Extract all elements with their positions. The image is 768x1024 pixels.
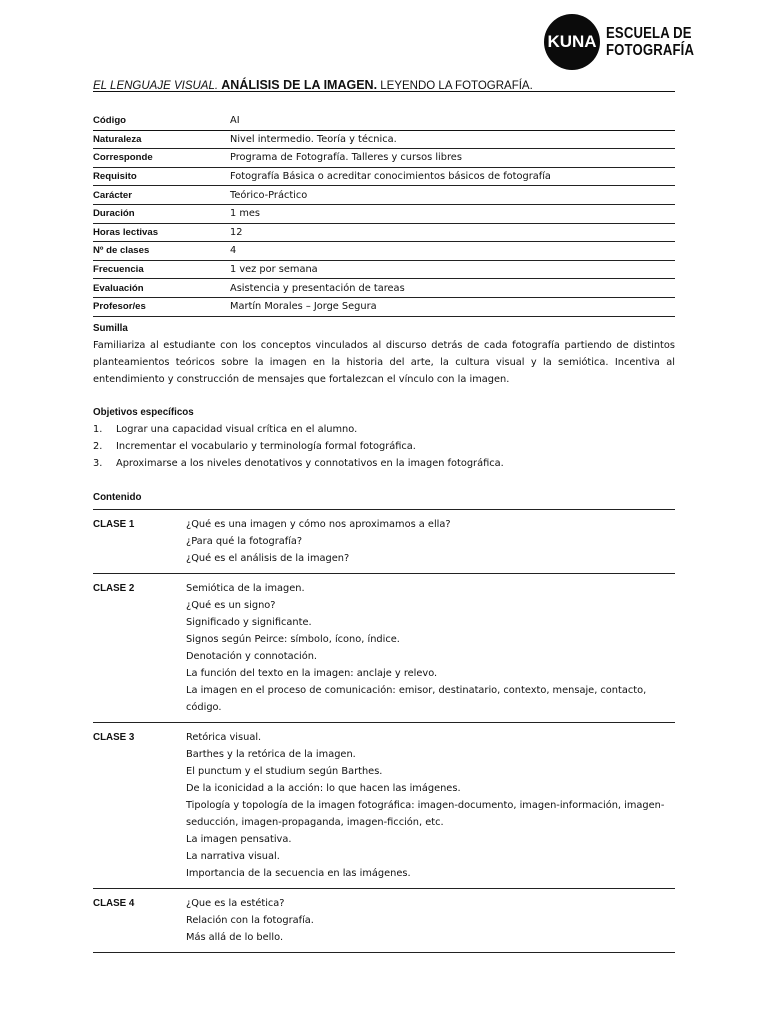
- topic-item: Importancia de la secuencia en las imágenes.: [186, 868, 411, 879]
- info-key: Duración: [93, 204, 230, 223]
- class-topics: [186, 723, 675, 889]
- info-value: Nivel intermedio. Teoría y técnica.: [230, 130, 675, 149]
- info-row: [93, 297, 675, 316]
- info-row: [93, 279, 675, 298]
- logo-text: [606, 25, 694, 59]
- objective-number: 2.: [93, 441, 103, 453]
- class-row: [93, 574, 675, 723]
- topic-item: La función del texto en la imagen: anclaje y relevo.: [186, 668, 438, 679]
- topic-item: Denotación y connotación.: [186, 651, 318, 662]
- info-row: [93, 112, 675, 130]
- title-part-2: ANÁLISIS DE LA IMAGEN.: [221, 78, 378, 92]
- topic-item: Tipología y topología de la imagen fotográfica: imagen-documento, imagen-información, imagen-seducción, imagen-propaganda, imagen-ficción, etc.: [186, 800, 665, 828]
- topic-item: ¿Para qué la fotografía?: [186, 536, 303, 547]
- topic-item: La imagen en el proceso de comunicación: emisor, destinatario, contexto, mensaje, contacto, código.: [186, 685, 647, 713]
- info-value: 12: [230, 223, 675, 242]
- content-table: [93, 509, 675, 953]
- topic-item: La imagen pensativa.: [186, 834, 292, 845]
- info-value: Fotografía Básica o acreditar conocimientos básicos de fotografía: [230, 167, 675, 186]
- topic-item: Más allá de lo bello.: [186, 932, 284, 943]
- info-row: [93, 223, 675, 242]
- objective-item: [93, 438, 675, 455]
- info-row: [93, 130, 675, 149]
- info-value: 4: [230, 242, 675, 261]
- title-part-1: EL LENGUAJE VISUAL.: [93, 80, 219, 92]
- info-row: [93, 149, 675, 168]
- class-row: [93, 889, 675, 953]
- info-key: Nº de clases: [93, 242, 230, 261]
- class-label: CLASE 2: [93, 574, 186, 723]
- header-rule: [93, 91, 675, 92]
- info-row: [93, 186, 675, 205]
- class-label: CLASE 3: [93, 723, 186, 889]
- info-key: Corresponde: [93, 149, 230, 168]
- info-value: 1 mes: [230, 204, 675, 223]
- logo-line-1: ESCUELA DE: [606, 25, 692, 42]
- topic-item: Significado y significante.: [186, 617, 312, 628]
- info-key: Frecuencia: [93, 260, 230, 279]
- title-part-3: LEYENDO LA FOTOGRAFÍA.: [380, 80, 533, 92]
- info-value: Martín Morales – Jorge Segura: [230, 297, 675, 316]
- info-key: Profesor/es: [93, 297, 230, 316]
- sumilla-text: Familiariza al estudiante con los conceptos vinculados al discurso detrás de cada fotografía partiendo de distintos planteamientos teóricos sobre la imagen en la historia del arte, la cultura visual y la semiótica. Incentiva al entendimiento y construcción de mensajes que fortalezcan el vínculo con la imagen.: [93, 340, 675, 386]
- document-title: [93, 78, 675, 92]
- info-row: [93, 204, 675, 223]
- info-row: [93, 167, 675, 186]
- topic-item: Signos según Peirce: símbolo, ícono, índice.: [186, 634, 400, 645]
- objective-number: 1.: [93, 424, 103, 435]
- info-row: [93, 260, 675, 279]
- objective-text: Incrementar el vocabulario y terminología formal fotográfica.: [116, 441, 416, 453]
- info-row: [93, 242, 675, 261]
- sumilla-title: Sumilla: [93, 323, 128, 334]
- objective-text: Lograr una capacidad visual crítica en el alumno.: [116, 424, 358, 435]
- objective-item: [93, 421, 675, 438]
- info-value: Programa de Fotografía. Talleres y cursos libres: [230, 149, 675, 168]
- topic-item: ¿Qué es un signo?: [186, 600, 276, 611]
- class-label: CLASE 4: [93, 889, 186, 953]
- info-value: AI: [230, 112, 675, 130]
- info-key: Código: [93, 112, 230, 130]
- class-row: [93, 723, 675, 889]
- topic-item: De la iconicidad a la acción: lo que hacen las imágenes.: [186, 783, 461, 794]
- logo-line-2: FOTOGRAFÍA: [606, 42, 695, 59]
- topic-item: Relación con la fotografía.: [186, 915, 314, 926]
- class-label: CLASE 1: [93, 510, 186, 574]
- class-topics: [186, 889, 675, 953]
- info-key: Naturaleza: [93, 130, 230, 149]
- class-topics: [186, 574, 675, 723]
- topic-item: Barthes y la retórica de la imagen.: [186, 749, 356, 760]
- class-topics: [186, 510, 675, 574]
- info-key: Carácter: [93, 186, 230, 205]
- logo-circle: KUNA: [544, 14, 600, 70]
- info-key: Evaluación: [93, 279, 230, 298]
- course-info-table: [93, 112, 675, 317]
- school-logo: [544, 15, 713, 69]
- objectives-title: Objetivos específicos: [93, 407, 194, 418]
- info-value: 1 vez por semana: [230, 260, 675, 279]
- topic-item: El punctum y el studium según Barthes.: [186, 766, 383, 777]
- info-key: Requisito: [93, 167, 230, 186]
- topic-item: ¿Qué es el análisis de la imagen?: [186, 553, 350, 564]
- topic-item: ¿Qué es una imagen y cómo nos aproximamos a ella?: [186, 519, 451, 530]
- objectives-list: [93, 421, 675, 473]
- info-value: Asistencia y presentación de tareas: [230, 279, 675, 298]
- objective-item: [93, 455, 675, 472]
- class-row: [93, 510, 675, 574]
- info-key: Horas lectivas: [93, 223, 230, 242]
- topic-item: Semiótica de la imagen.: [186, 583, 305, 594]
- objective-text: Aproximarse a los niveles denotativos y connotativos en la imagen fotográfica.: [116, 458, 504, 470]
- topic-item: La narrativa visual.: [186, 851, 280, 862]
- objective-number: 3.: [93, 458, 103, 470]
- topic-item: Retórica visual.: [186, 732, 262, 743]
- info-value: Teórico-Práctico: [230, 186, 675, 205]
- topic-item: ¿Que es la estética?: [186, 898, 285, 909]
- content-title: Contenido: [93, 492, 142, 503]
